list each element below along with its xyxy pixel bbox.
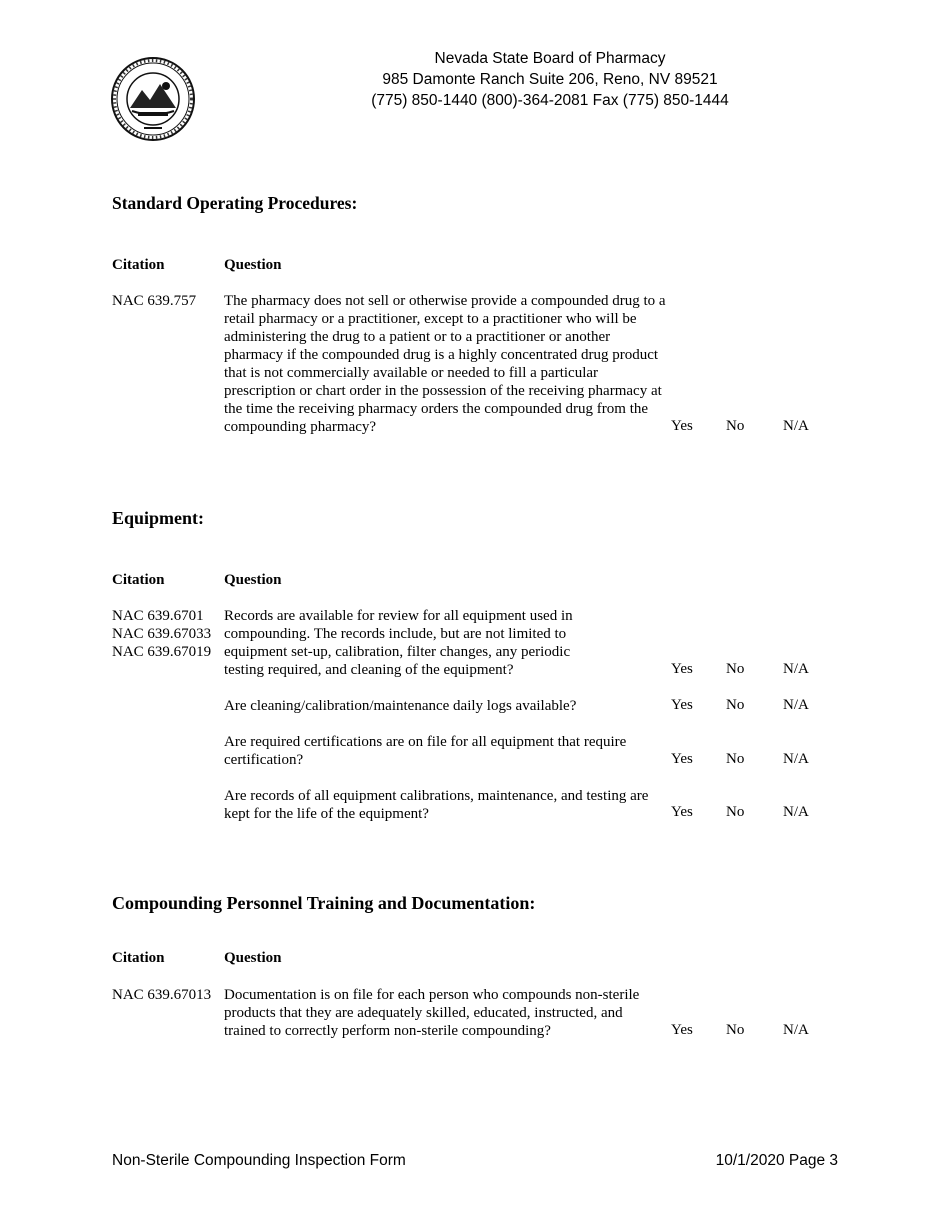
option-yes[interactable]: Yes: [671, 697, 693, 713]
nevada-state-seal-icon: [110, 56, 196, 142]
question: The pharmacy does not sell or otherwise provide a compounded drug to a retail pharmacy or a practitioner, except to a practitioner who will be administering the drug to a patient or to a practitioner or another pharmacy if the compounded drug is a highly concentrated drug product that is not commercially available or needed to fill a particular prescription or chart order in the possession of the receiving pharmacy at the time the receiving pharmacy orders the compounded drug from the compounding pharmacy?: [224, 293, 666, 435]
option-yes[interactable]: Yes: [671, 418, 693, 434]
question-header: Question: [224, 572, 282, 588]
option-na[interactable]: N/A: [783, 697, 809, 713]
question-header: Question: [224, 950, 282, 966]
option-na[interactable]: N/A: [783, 661, 809, 677]
question-header: Question: [224, 257, 282, 273]
section-title-sop: Standard Operating Procedures:: [112, 193, 358, 213]
letterhead: [250, 48, 850, 111]
option-yes[interactable]: Yes: [671, 661, 693, 677]
footer-date-page: 10/1/2020 Page 3: [715, 1152, 838, 1169]
option-no[interactable]: No: [726, 418, 745, 434]
option-yes[interactable]: Yes: [671, 804, 693, 820]
question: Documentation is on file for each person who compounds non-sterile products that they are adequately skilled, educated, instructed, and trained to correctly perform non-sterile compounding?: [224, 987, 640, 1039]
option-na[interactable]: N/A: [783, 1022, 809, 1038]
citation-header: Citation: [112, 572, 165, 588]
question: Are required certifications are on file for all equipment that require certification?: [224, 734, 627, 768]
option-no[interactable]: No: [726, 804, 745, 820]
option-na[interactable]: N/A: [783, 751, 809, 767]
citation: NAC 639.6701 NAC 639.67033 NAC 639.67019: [112, 608, 212, 660]
option-na[interactable]: N/A: [783, 804, 809, 820]
citation-header: Citation: [112, 950, 165, 966]
question: Records are available for review for all equipment used in compounding. The records include, but are not limited to equipment set-up, calibration, filter changes, any periodic testing required, and cleaning of the equipment?: [224, 608, 573, 678]
option-yes[interactable]: Yes: [671, 751, 693, 767]
option-no[interactable]: No: [726, 697, 745, 713]
section-title-equipment: Equipment:: [112, 508, 205, 528]
question: Are cleaning/calibration/maintenance daily logs available?: [224, 698, 577, 714]
board-address: 985 Damonte Ranch Suite 206, Reno, NV 89521: [382, 71, 718, 88]
section-title-personnel-training: Compounding Personnel Training and Documentation:: [112, 893, 536, 913]
footer-form-name: Non-Sterile Compounding Inspection Form: [112, 1152, 406, 1169]
board-phone-fax: (775) 850-1440 (800)-364-2081 Fax (775) 850-1444: [371, 92, 729, 109]
option-na[interactable]: N/A: [783, 418, 809, 434]
citation: NAC 639.67013: [112, 987, 212, 1003]
option-no[interactable]: No: [726, 751, 745, 767]
option-no[interactable]: No: [726, 661, 745, 677]
citation: NAC 639.757: [112, 293, 197, 309]
question: Are records of all equipment calibrations, maintenance, and testing are kept for the life of the equipment?: [224, 788, 649, 822]
option-no[interactable]: No: [726, 1022, 745, 1038]
board-name: Nevada State Board of Pharmacy: [434, 50, 666, 67]
option-yes[interactable]: Yes: [671, 1022, 693, 1038]
citation-header: Citation: [112, 257, 165, 273]
